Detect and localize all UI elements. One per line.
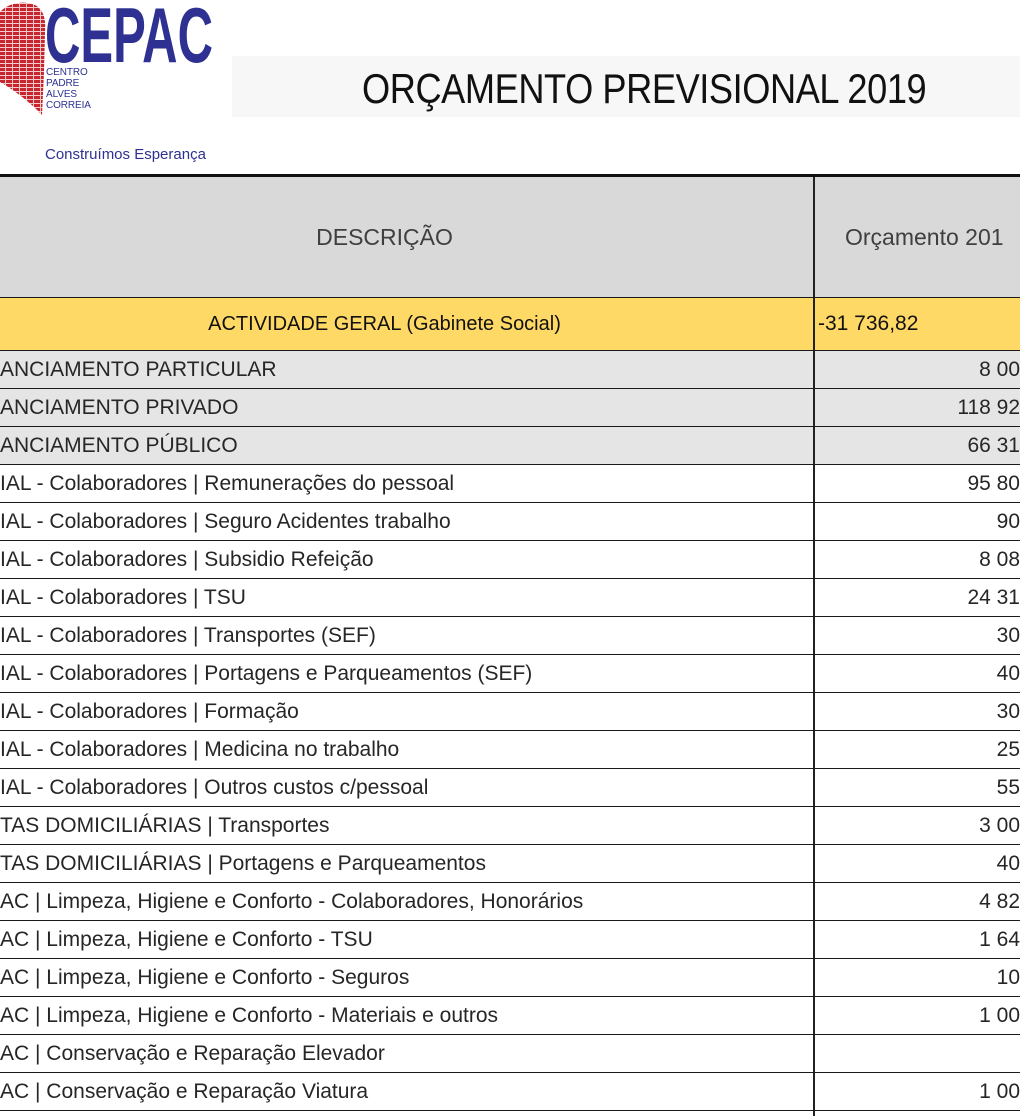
amount-cell: 4 82 <box>813 883 1020 920</box>
logo-wordmark <box>0 0 220 70</box>
table-row <box>0 465 1020 503</box>
amount-cell: 30 <box>813 693 1020 730</box>
table-row <box>0 883 1020 921</box>
amount-cell: 90 <box>813 503 1020 540</box>
amount-cell-empty <box>813 1111 1020 1116</box>
description-cell: AC | Limpeza, Higiene e Conforto - Materiais e outros <box>0 1003 499 1027</box>
description-cell: ANCIAMENTO PARTICULAR <box>0 357 277 381</box>
table-header-row <box>0 177 1020 298</box>
amount-cell <box>813 1035 1020 1072</box>
table-row <box>0 579 1020 617</box>
description-cell: IAL - Colaboradores | Medicina no trabalho <box>0 737 400 761</box>
description-cell: AC | Limpeza, Higiene e Conforto - Colaboradores, Honorários <box>0 889 584 913</box>
section-amount: -31 736,82 <box>813 298 1020 350</box>
section-row <box>0 298 1020 351</box>
table-row <box>0 617 1020 655</box>
description-cell: AC | Limpeza, Higiene e Conforto - TSU <box>0 927 373 951</box>
description-cell: AC | Limpeza, Higiene e Conforto - Seguros <box>0 965 410 989</box>
amount-cell: 118 92 <box>813 389 1020 426</box>
table-row-continuation <box>0 1111 1020 1116</box>
amount-cell: 24 31 <box>813 579 1020 616</box>
table-row <box>0 997 1020 1035</box>
amount-cell: 10 <box>813 959 1020 996</box>
header-amount: Orçamento 201 <box>813 177 1020 297</box>
budget-table <box>0 174 1020 1116</box>
logo-subtitle-line: CENTRO <box>46 67 88 78</box>
table-row <box>0 655 1020 693</box>
logo-subtitle-line: CORREIA <box>46 100 91 111</box>
description-cell: TAS DOMICILIÁRIAS | Transportes <box>0 813 330 837</box>
table-row <box>0 541 1020 579</box>
description-cell: IAL - Colaboradores | Subsidio Refeição <box>0 547 374 571</box>
description-cell: TAS DOMICILIÁRIAS | Portagens e Parqueamentos <box>0 851 486 875</box>
table-row <box>0 503 1020 541</box>
logo-subtitle-line: ALVES <box>46 89 77 100</box>
amount-cell: 8 08 <box>813 541 1020 578</box>
amount-cell: 40 <box>813 655 1020 692</box>
table-row <box>0 389 1020 427</box>
amount-cell: 30 <box>813 617 1020 654</box>
description-cell: IAL - Colaboradores | Seguro Acidentes trabalho <box>0 509 451 533</box>
description-cell: IAL - Colaboradores | Remunerações do pessoal <box>0 471 455 495</box>
table-row <box>0 807 1020 845</box>
table-row <box>0 845 1020 883</box>
amount-cell: 40 <box>813 845 1020 882</box>
description-cell: AC | Conservação e Reparação Viatura <box>0 1079 369 1103</box>
amount-cell: 66 31 <box>813 427 1020 464</box>
table-row <box>0 921 1020 959</box>
logo-subtitle <box>46 67 91 111</box>
table-row <box>0 351 1020 389</box>
description-cell: IAL - Colaboradores | Outros custos c/pessoal <box>0 775 429 799</box>
table-row <box>0 731 1020 769</box>
table-row <box>0 693 1020 731</box>
description-cell: ANCIAMENTO PRIVADO <box>0 395 239 419</box>
table-row <box>0 959 1020 997</box>
logo-tagline: Construímos Esperança <box>45 146 206 163</box>
description-cell: IAL - Colaboradores | Formação <box>0 699 299 723</box>
table-row <box>0 769 1020 807</box>
amount-cell: 55 <box>813 769 1020 806</box>
amount-cell: 1 64 <box>813 921 1020 958</box>
logo-subtitle-line: PADRE <box>46 78 80 89</box>
description-cell: AC | Conservação e Reparação Elevador <box>0 1041 385 1065</box>
section-description: ACTIVIDADE GERAL (Gabinete Social) <box>208 312 561 335</box>
amount-cell: 1 00 <box>813 1073 1020 1110</box>
description-cell-empty <box>0 1111 813 1116</box>
logo-wordmark-text: CEPAC <box>45 0 213 70</box>
description-cell: IAL - Colaboradores | TSU <box>0 585 246 609</box>
amount-cell: 1 00 <box>813 997 1020 1034</box>
table-row <box>0 427 1020 465</box>
amount-cell: 25 <box>813 731 1020 768</box>
table-row <box>0 1035 1020 1073</box>
page-title: ORÇAMENTO PREVISIONAL 2019 <box>362 65 927 112</box>
table-row <box>0 1073 1020 1111</box>
amount-cell: 95 80 <box>813 465 1020 502</box>
description-cell: IAL - Colaboradores | Portagens e Parqueamentos (SEF) <box>0 661 533 685</box>
description-cell: IAL - Colaboradores | Transportes (SEF) <box>0 623 376 647</box>
header-description: DESCRIÇÃO <box>316 223 453 250</box>
description-cell: ANCIAMENTO PÚBLICO <box>0 433 238 457</box>
amount-cell: 8 00 <box>813 351 1020 388</box>
amount-cell: 3 00 <box>813 807 1020 844</box>
